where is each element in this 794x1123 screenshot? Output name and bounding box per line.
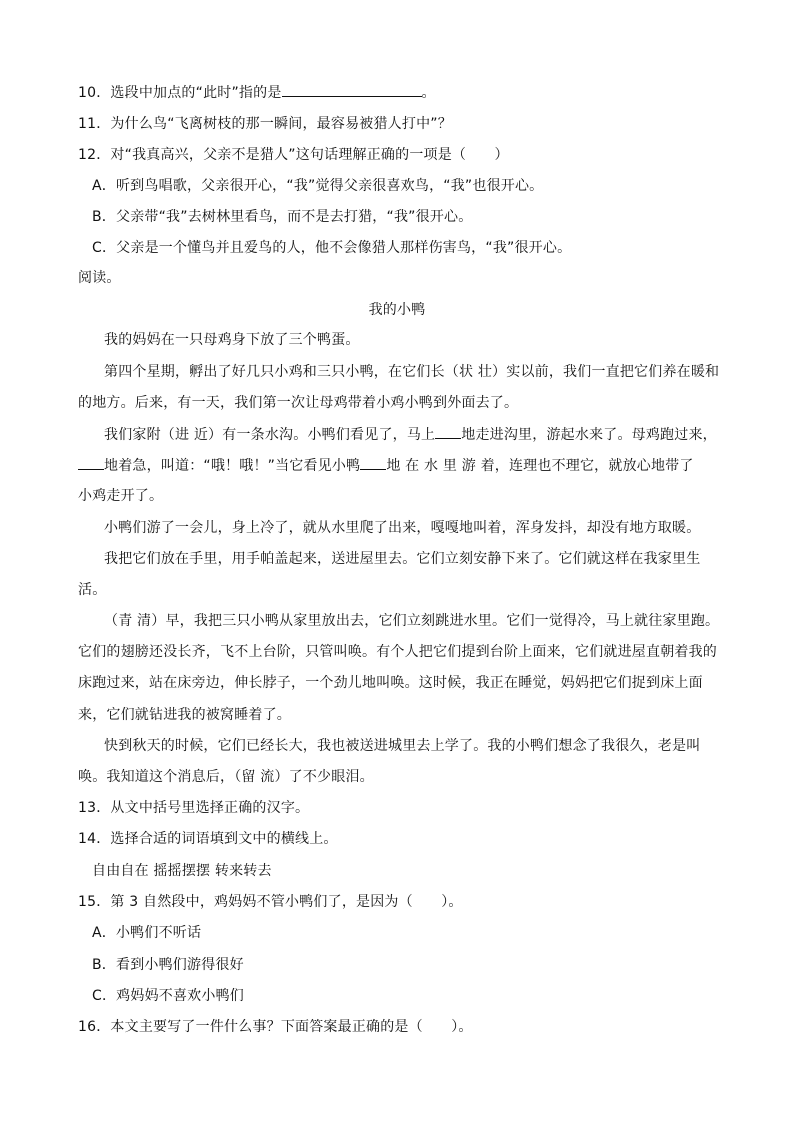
story-paragraph-4: 小鸭们游了一会儿，身上冷了，就从水里爬了出来，嘎嘎地叫着，浑身发抖，却没有地方取暖。	[104, 520, 701, 536]
question-11: 11．为什么鸟“飞离树枝的那一瞬间，最容易被猎人打中”？	[78, 116, 452, 132]
question-15: 15．第 3 自然段中，鸡妈妈不管小鸭们了，是因为（ ）。	[78, 894, 463, 910]
question-16: 16．本文主要写了一件什么事？下面答案最正确的是（ ）。	[78, 1019, 473, 1035]
story-paragraph-7-line-1: 快到秋天的时候，它们已经长大，我也被送进城里去上学了。我的小鸭们想念了我很久，老是叫	[104, 738, 701, 754]
question-10-text: 10．选段中加点的“此时”指的是	[78, 85, 282, 101]
question-15-option-b[interactable]: B．看到小鸭们游得很好	[92, 957, 244, 973]
story-text: ，连理也不理它，就放心地带了	[494, 458, 694, 474]
story-paragraph-7-line-2: 唤。我知道这个消息后，（留 流）了不少眼泪。	[78, 769, 374, 785]
question-13: 13．从文中括号里选择正确的汉字。	[78, 800, 310, 816]
story-paragraph-5-line-2: 活。	[78, 582, 107, 598]
story-paragraph-3-line-3: 小鸡走开了。	[78, 488, 164, 504]
story-paragraph-6-line-2: 它们的翅膀还没长齐，飞不上台阶，只管叫唤。有个人把它们提到台阶上面来，它们就进屋直朝着我的	[78, 644, 717, 660]
question-14-word-bank: 自由自在 摇摇摆摆 转来转去	[92, 863, 272, 879]
fill-blank-1[interactable]	[435, 424, 461, 439]
question-10	[78, 82, 748, 103]
story-text: 我们家附（进 近）有一条水沟。小鸭们看见了，马上	[104, 427, 436, 443]
story-paragraph-6-line-4: 来，它们就钻进我的被窝睡着了。	[78, 707, 291, 723]
story-paragraph-2-line-1: 第四个星期，孵出了好几只小鸡和三只小鸭，在它们长（状 壮）实以前，我们一直把它们养在暖和	[104, 364, 720, 380]
story-paragraph-3-line-1	[104, 424, 748, 445]
question-12-option-c[interactable]: C．父亲是一个懂鸟并且爱鸟的人，他不会像猎人那样伤害鸟，“我”很开心。	[92, 240, 572, 256]
question-15-option-c[interactable]: C．鸡妈妈不喜欢小鸭们	[92, 988, 244, 1004]
story-paragraph-6-line-1: （青 清）早，我把三只小鸭从家里放出去，它们立刻跳进水里。它们一觉得冷，马上就往家里跑。	[104, 613, 720, 629]
question-14: 14．选择合适的词语填到文中的横线上。	[78, 831, 338, 847]
story-text: 地着急，叫道：“哦！哦！”当它看见小鸭	[104, 458, 361, 474]
question-12: 12．对“我真高兴，父亲不是猎人”这句话理解正确的一项是（ ）	[78, 147, 509, 163]
fill-blank-3[interactable]	[360, 455, 386, 470]
story-paragraph-6-line-3: 床跑过来，站在床旁边，伸长脖子，一个劲儿地叫唤。这时候，我正在睡觉，妈妈把它们捉到床上面	[78, 675, 703, 691]
story-paragraph-3-line-2	[78, 455, 748, 476]
question-12-option-b[interactable]: B．父亲带“我”去树林里看鸟，而不是去打猎，“我”很开心。	[92, 209, 473, 225]
question-15-option-a[interactable]: A．小鸭们不听话	[92, 925, 202, 941]
question-10-suffix: 。	[421, 85, 436, 101]
fill-blank-2[interactable]	[78, 455, 104, 470]
story-title: 我的小鸭	[368, 302, 426, 318]
answer-blank[interactable]	[282, 82, 422, 97]
question-12-option-a[interactable]: A．听到鸟唱歌，父亲很开心，“我”觉得父亲很喜欢鸟，“我”也很开心。	[92, 178, 544, 194]
story-paragraph-2-line-2: 的地方。后来，有一天，我们第一次让母鸡带着小鸡小鸭到外面去了。	[78, 395, 519, 411]
story-paragraph-1: 我的妈妈在一只母鸡身下放了三个鸭蛋。	[104, 332, 360, 348]
reading-label: 阅读。	[78, 270, 121, 286]
story-text: 地 在 水 里 游 着	[386, 458, 495, 474]
story-text: 地走进沟里，游起水来了。母鸡跑过来，	[461, 427, 717, 443]
story-paragraph-5-line-1: 我把它们放在手里，用手帕盖起来，送进屋里去。它们立刻安静下来了。它们就这样在我家里生	[104, 551, 701, 567]
